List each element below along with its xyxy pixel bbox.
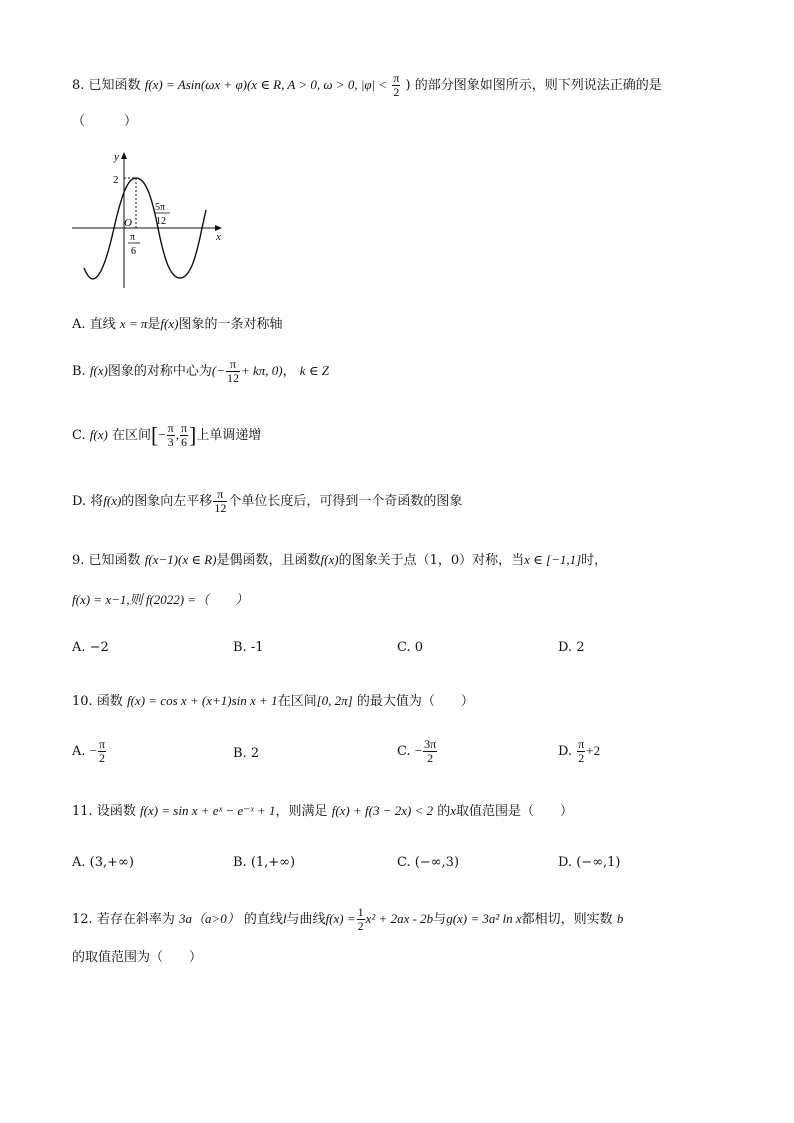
q9-line2: f(x) = x−1,则 f(2022) =（ ） [72,592,249,607]
q8-stem-post: ) 的部分图象如图所示，则下列说法正确的是 [405,78,662,93]
q8-graph-tick1-num: π [130,232,136,243]
q11-stem: 11. 设函数 f(x) = sin x + eˣ − e⁻ˣ + 1，则满足 f(x) + f(3 − 2x) < 2 的x取值范围是（ ） [72,803,574,819]
q8-graph-y-label: y [114,151,119,163]
q11-option-a: A. (3,+∞) [72,855,134,870]
q10-option-b: B. 2 [233,746,260,761]
q8-number: 8. [72,78,85,93]
q8-graph-origin: O [124,217,132,229]
q9-option-a: A. −2 [72,640,109,655]
q11-option-b: B. (1,+∞) [233,855,296,870]
q8-graph-max-label: 2 [113,174,119,186]
q8-option-a: A. 直线 x = π是f(x)图象的一条对称轴 [72,316,283,332]
q8-option-d: D. 将f(x)的图象向左平移 $\frac{\pi}{12}$ 个单位长度后，可得到一个奇函数的图象 [72,487,463,515]
q8-graph-tick2-den: 12 [156,216,166,227]
q9-stem: 9. 已知函数 f(x−1)(x ∈ R)是偶函数，且函数f(x)的图象关于点（1，0）对称，当x ∈ [−1,1]时， [72,552,608,568]
q10-option-d: D. $\frac{\pi}{2}$ +2 [558,737,601,765]
q12-stem: 12. 若存在斜率为 3a（a>0） 的直线l与曲线f(x) = $\frac{1}{2}$ x² + 2ax - 2b与g(x) = 3a² ln x都相切，则实数 b [72,905,624,933]
q8-formula: f(x) = Asin(ωx + φ)(x ∈ R, A > 0, ω > 0, |φ| < [144,77,388,92]
q8-stem [72,72,662,99]
q12-line2: 的取值范围为（ ） [72,950,203,965]
q8-blank: （ ） [72,114,138,129]
q9-option-b: B. -1 [233,640,264,655]
q11-option-c: C. (−∞,3) [397,855,460,870]
q8-option-c: C. f(x) 在区间[− $\frac{\pi}{3}$ , $\frac{\pi}{6}$ ]上单调递增 [72,421,262,449]
q9-option-d: D. 2 [558,640,585,655]
q10-option-a: A. − $\frac{\pi}{2}$ [72,737,106,765]
q10-stem: 10. 函数 f(x) = cos x + (x+1)sin x + 1在区间[0, 2π] 的最大值为（ ） [72,693,474,709]
q11-option-d: D. (−∞,1) [558,855,621,870]
q8-graph-tick1-den: 6 [131,246,136,257]
q8-graph-x-label: x [216,231,221,243]
q8-phi-bound: $\frac{\pi}{2}$ [393,71,400,99]
q8-graph [66,148,236,293]
q9-option-c: C. 0 [397,640,424,655]
q8-graph-tick2-num: 5π [155,202,166,213]
q8-stem-pre: 已知函数 [88,78,141,93]
q10-option-c: C. − $\frac{3\pi}{2}$ [397,737,437,765]
q8-option-b: B. f(x)图象的对称中心为(− $\frac{\pi}{12}$ + kπ, 0)， k ∈ Z [72,357,329,385]
